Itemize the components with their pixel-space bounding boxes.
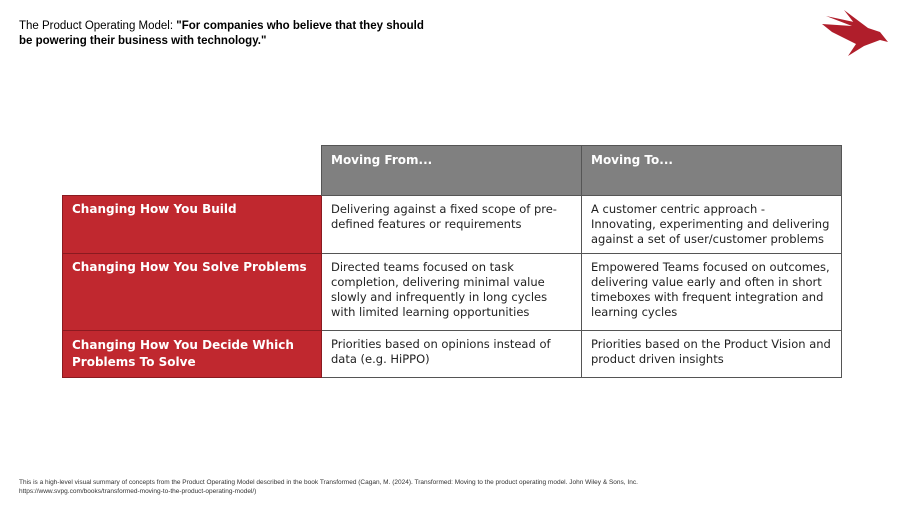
from-cell: Delivering against a fixed scope of pre-defined features or requirements xyxy=(322,196,582,254)
to-cell: A customer centric approach - Innovating, experimenting and delivering against a set of user/customer problems xyxy=(582,196,842,254)
swallow-bird-logo xyxy=(822,8,894,58)
from-cell: Directed teams focused on task completion, delivering minimal value slowly and infrequently in long cycles with limited learning opportunities xyxy=(322,254,582,331)
header-moving-to: Moving To... xyxy=(582,146,842,196)
to-cell: Empowered Teams focused on outcomes, delivering value early and often in short timeboxes with frequent integration and learning cycles xyxy=(582,254,842,331)
row-label: Changing How You Build xyxy=(63,196,322,254)
operating-model-table xyxy=(62,145,842,378)
footer-line: This is a high-level visual summary of concepts from the Product Operating Model described in the book Transformed (Cagan, M. (2024). Transformed: Moving to the product operating model. John Wiley & Sons, Inc. xyxy=(19,479,638,486)
footer-link[interactable]: https://www.svpg.com/books/transformed-moving-to-the-product-operating-model/) xyxy=(19,488,257,495)
header-moving-from: Moving From... xyxy=(322,146,582,196)
footer-citation xyxy=(19,478,638,496)
title-prefix: The Product Operating Model: xyxy=(19,20,177,32)
row-label: Changing How You Solve Problems xyxy=(63,254,322,331)
to-cell: Priorities based on the Product Vision and product driven insights xyxy=(582,331,842,378)
table-row xyxy=(63,331,842,378)
slide-title xyxy=(19,19,439,49)
table-row xyxy=(63,254,842,331)
title-quote: "For companies who believe that they should be powering their business with technology." xyxy=(19,20,424,47)
empty-corner xyxy=(63,146,322,196)
from-cell: Priorities based on opinions instead of data (e.g. HiPPO) xyxy=(322,331,582,378)
table-row xyxy=(63,196,842,254)
row-label: Changing How You Decide Which Problems To Solve xyxy=(63,331,322,378)
